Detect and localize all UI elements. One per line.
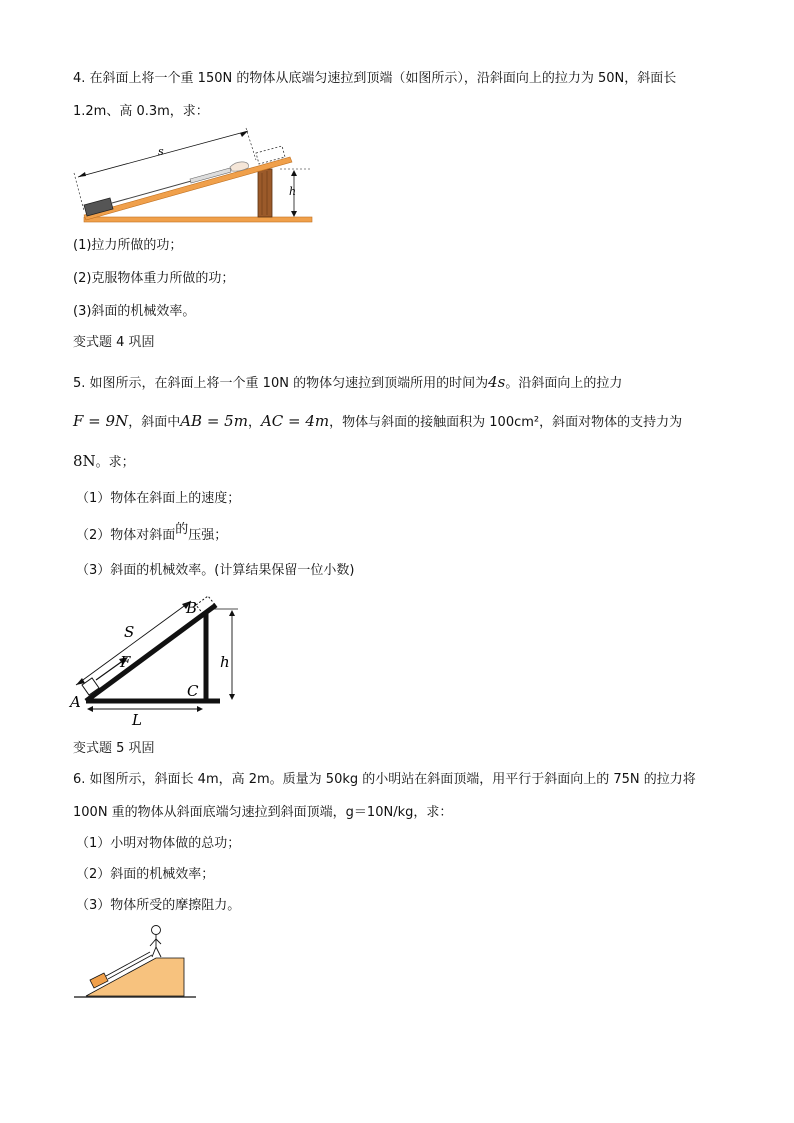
label-l: L — [132, 711, 142, 729]
variant-4-heading: 变式题 4 巩固 — [73, 335, 155, 350]
label-h: h — [289, 185, 297, 198]
q4-item-1: (1)拉力所做的功； — [73, 238, 183, 253]
q6-item-1: （1）小明对物体做的总功； — [76, 836, 241, 851]
person-head-icon — [152, 926, 161, 935]
variant-5-heading: 变式题 5 巩固 — [73, 741, 155, 756]
q5-item2-de: 的 — [175, 522, 189, 537]
label-b: B — [186, 599, 198, 617]
label-f: F — [120, 653, 131, 671]
label-c: C — [187, 682, 199, 700]
q5-comma: ， — [247, 415, 261, 430]
q5-line3 — [73, 452, 135, 472]
wood-support — [258, 169, 272, 217]
q5-ab: AB = 5m — [180, 412, 248, 430]
label-a: A — [70, 693, 81, 711]
q5-l3-post: 。求； — [95, 455, 135, 470]
q6-item-2: （2）斜面的机械效率； — [76, 867, 215, 882]
q5-l1-post: 。沿斜面向上的拉力 — [505, 376, 623, 391]
q5-support-force: 8N — [73, 452, 96, 470]
label-s: s — [158, 145, 164, 158]
base-board — [84, 217, 312, 222]
q5-item-2 — [76, 522, 228, 545]
q6-line2: 100N 重的物体从斜面底端匀速拉到斜面顶端，g＝10N/kg，求： — [73, 805, 453, 820]
label-s: S — [124, 623, 135, 641]
q5-line2 — [73, 412, 682, 432]
q5-item-3: （3）斜面的机械效率。(计算结果保留一位小数) — [76, 563, 355, 578]
q5-l2-mid: ，斜面中 — [128, 415, 181, 430]
q5-line1 — [73, 373, 622, 393]
q5-l1-pre: 5. 如图所示，在斜面上将一个重 10N 的物体匀速拉到顶端所用的时间为 — [73, 376, 489, 391]
q5-ac: AC = 4m — [260, 412, 330, 430]
q6-item-3: （3）物体所受的摩擦阻力。 — [76, 898, 241, 913]
label-h: h — [220, 653, 230, 671]
q5-force: F = 9N — [73, 412, 129, 430]
q4-item-2: (2)克服物体重力所做的功； — [73, 271, 235, 286]
q4-line1: 4. 在斜面上将一个重 150N 的物体从底端匀速拉到顶端（如图所示），沿斜面向上的拉力为 50N，斜面长 — [73, 71, 677, 86]
q5-time: 4s — [488, 373, 506, 391]
q5-item2-post: 压强； — [188, 528, 228, 543]
q4-item-3: (3)斜面的机械效率。 — [73, 304, 196, 319]
q4-line2: 1.2m、高 0.3m，求： — [73, 104, 209, 119]
q6-line1: 6. 如图所示，斜面长 4m，高 2m。质量为 50kg 的小明站在斜面顶端，用平行于斜面向上的 75N 的拉力将 — [73, 772, 696, 787]
q5-incline-figure — [66, 585, 246, 730]
q5-item2-pre: （2）物体对斜面 — [76, 528, 176, 543]
q6-incline-figure — [72, 922, 202, 1002]
q5-item-1: （1）物体在斜面上的速度； — [76, 491, 241, 506]
q4-incline-figure — [70, 125, 320, 225]
q5-l2-post: ，物体与斜面的接触面积为 100cm²，斜面对物体的支持力为 — [329, 415, 683, 430]
